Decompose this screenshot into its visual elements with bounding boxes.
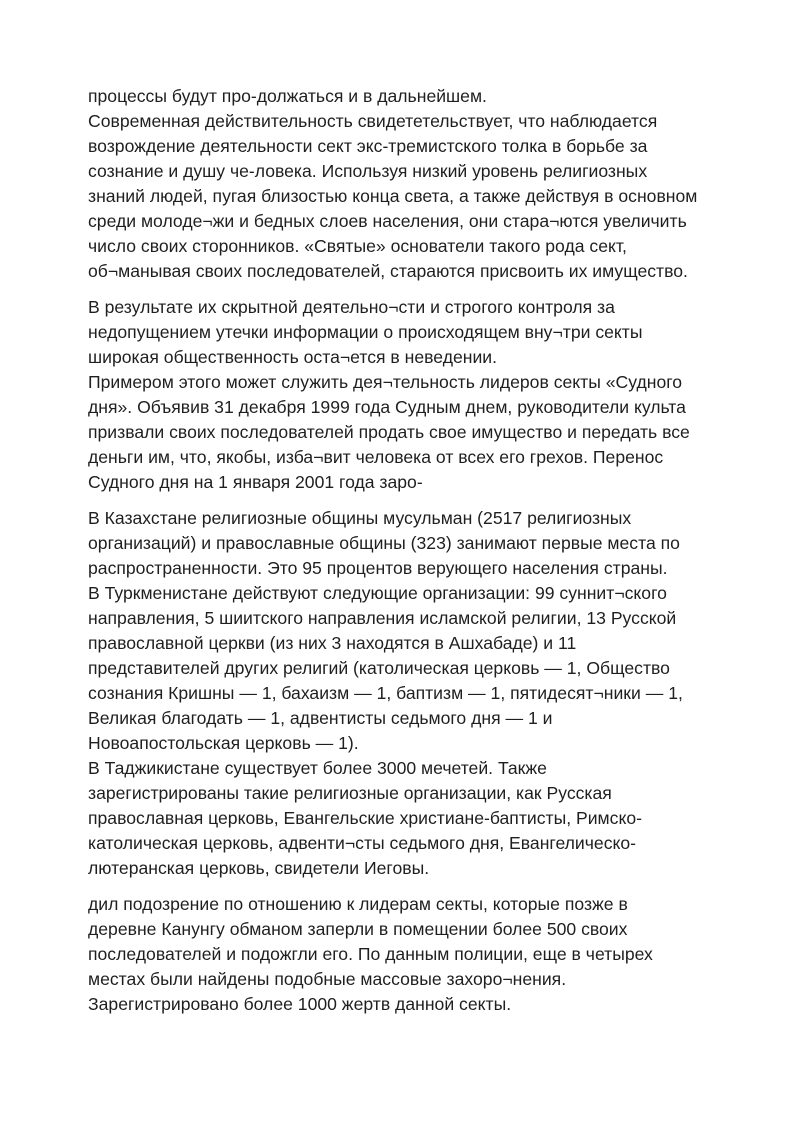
text-line: деревне Канунгу обманом заперли в помещении более 500 своих [88, 919, 628, 939]
text-line: православная церковь, Евангельские христиане-баптисты, Римско- [88, 808, 642, 828]
text-line: последователей и подожгли его. По данным полиции, еще в четырех [88, 944, 653, 964]
text-line: зарегистрированы такие религиозные организации, как Русская [88, 783, 612, 803]
text-line: представителей других религий (католическая церковь — 1, Общество [88, 658, 670, 678]
text-line: знаний людей, пугая близостью конца света, а также действуя в основном [88, 186, 698, 206]
text-line: недопущением утечки информации о происходящем вну¬три секты [88, 322, 643, 342]
paragraph-gap [88, 495, 748, 506]
text-line: число своих сторонников. «Святые» основатели такого рода сект, [88, 236, 627, 256]
paragraph-2 [88, 295, 748, 495]
text-line: процессы будут про-должаться и в дальнейшем. [88, 86, 487, 106]
text-line: Примером этого может служить дея¬тельность лидеров секты «Судного [88, 372, 683, 392]
text-line: лютеранская церковь, свидетели Иеговы. [88, 858, 430, 878]
paragraph-gap [88, 284, 748, 295]
document-body [88, 84, 748, 1017]
text-line: Великая благодать — 1, адвентисты седьмого дня — 1 и [88, 708, 553, 728]
text-line: Судного дня на 1 января 2001 года заро- [88, 472, 423, 492]
paragraph-3 [88, 506, 748, 881]
text-line: организаций) и православные общины (323) занимают первые места по [88, 533, 680, 553]
text-line: Новоапостольская церковь — 1). [88, 733, 359, 753]
text-line: дил подозрение по отношению к лидерам секты, которые позже в [88, 894, 628, 914]
text-line: широкая общественность оста¬ется в неведении. [88, 347, 498, 367]
text-line: В результате их скрытной деятельно¬сти и строгого контроля за [88, 297, 615, 317]
text-line: Современная действительность свидететельствует, что наблюдается [88, 111, 658, 131]
text-line: призвали своих последователей продать свое имущество и передать все [88, 422, 690, 442]
paragraph-1 [88, 84, 748, 284]
text-line: возрождение деятельности сект экс-тремистского толка в борьбе за [88, 136, 648, 156]
text-line: среди молоде¬жи и бедных слоев населения, они стара¬ются увеличить [88, 211, 687, 231]
text-line: об¬манывая своих последователей, стараются присвоить их имущество. [88, 261, 688, 281]
paragraph-4 [88, 892, 748, 1017]
text-line: дня». Объявив 31 декабря 1999 года Судным днем, руководители культа [88, 397, 686, 417]
text-line: В Туркменистане действуют следующие организации: 99 суннит¬ского [88, 583, 667, 603]
text-line: сознания Кришны — 1, бахаизм — 1, баптизм — 1, пятидесят¬ники — 1, [88, 683, 683, 703]
text-line: католическая церковь, адвенти¬сты седьмого дня, Евангелическо- [88, 833, 637, 853]
text-line: В Казахстане религиозные общины мусульман (2517 религиозных [88, 508, 632, 528]
text-line: деньги им, что, якобы, изба¬вит человека от всех его грехов. Перенос [88, 447, 664, 467]
text-line: сознание и душу че-ловека. Используя низкий уровень религиозных [88, 161, 648, 181]
text-line: местах были найдены подобные массовые захоро¬нения. [88, 969, 567, 989]
text-line: В Таджикистане существует более 3000 мечетей. Также [88, 758, 547, 778]
text-line: распространенности. Это 95 процентов верующего населения страны. [88, 558, 668, 578]
paragraph-gap [88, 881, 748, 892]
text-line: православной церкви (из них 3 находятся в Ашхабаде) и 11 [88, 633, 577, 653]
text-line: Зарегистрировано более 1000 жертв данной секты. [88, 994, 512, 1014]
text-line: направления, 5 шиитского направления исламской религии, 13 Русской [88, 608, 677, 628]
